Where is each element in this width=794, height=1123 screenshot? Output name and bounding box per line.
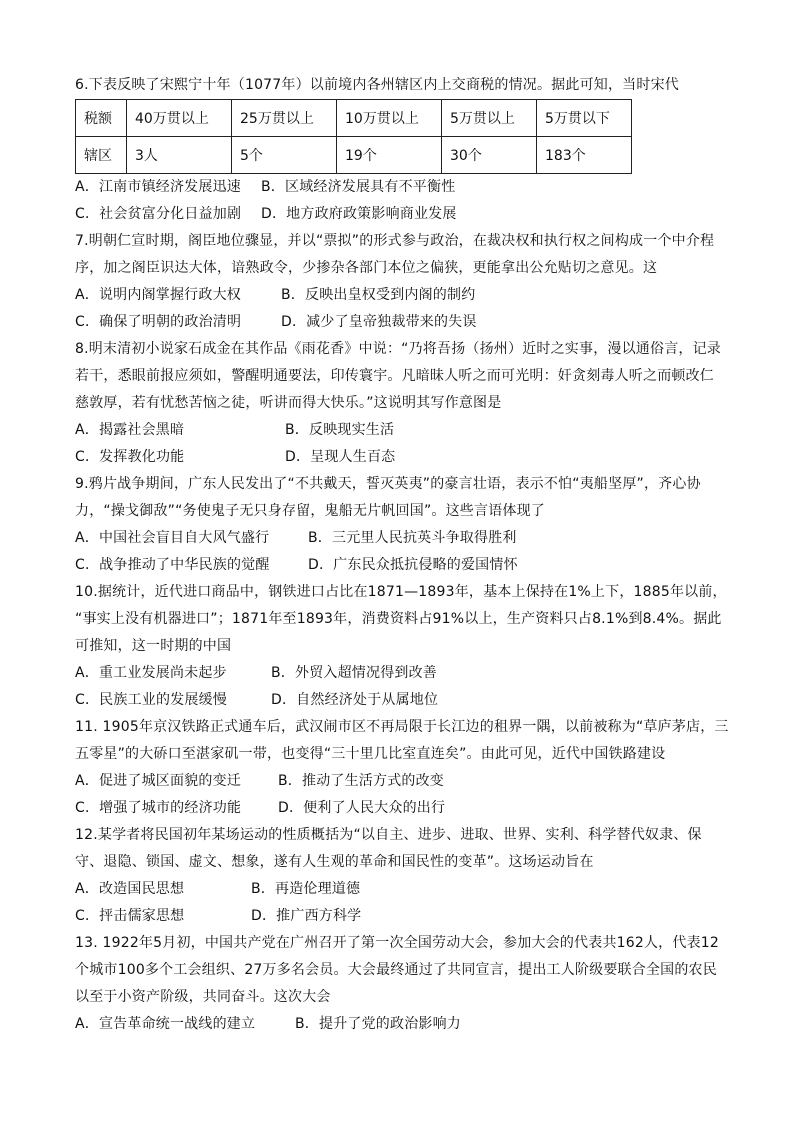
q6-options-row-1 [75,174,725,201]
option-a: A．中国社会盲目自大风气盛行 [75,530,270,546]
option-a: A．重工业发展尚未起步 [75,665,227,681]
q9-stem-line: 力，“操戈御敌”“务使鬼子无只身存留，鬼船无片帆回国”。这些言语体现了 [75,503,546,519]
option-a: A．揭露社会黑暗 [75,422,185,438]
q7-options-row-2 [75,309,725,336]
option-d: D．推广西方科学 [251,908,362,924]
option-a: A．说明内阁掌握行政大权 [75,287,241,303]
option-a: A．江南市镇经济发展迅速 [75,179,241,195]
q12-stem-line: 守、退隐、锁国、虚文、想象，遂有人生观的革命和国民性的变革”。这场运动旨在 [75,854,594,870]
tax-table [75,99,632,174]
q8-stem-line: 若干，悉眼前报应须如，警醒明通要法，印传寰宇。凡暗昧人听之而可光明：奸贪刻毒人听之而顿改仁 [75,368,714,384]
q11-stem-line: 11. 1905年京汉铁路正式通车后，武汉闹市区不再局限于长江边的租界一隅，以前被称为“草庐茅店，三 [75,719,729,735]
table-cell: 3人 [127,137,232,174]
table-row [76,100,632,137]
q13-stem-line: 个城市100多个工会组织、27万多名会员。大会最终通过了共同宣言，提出工人阶级要联合全国的农民 [75,962,717,978]
q12-options-row-1 [75,876,725,903]
q12-options-row-2 [75,903,725,930]
exam-page [75,72,729,1038]
option-b: B．反映现实生活 [285,422,395,438]
table-cell: 30个 [442,137,537,174]
q7-stem-line: 序，加之阁臣识达大体，谙熟政令，少掺杂各部门本位之偏狭，更能拿出公允贴切之意见。这 [75,260,658,276]
table-cell: 5万贯以下 [537,100,632,137]
table-cell: 25万贯以上 [232,100,337,137]
option-b: B．再造伦理道德 [251,881,361,897]
option-c: C．战争推动了中华民族的觉醒 [75,557,270,573]
option-d: D．广东民众抵抗侵略的爱国情怀 [308,557,518,573]
q11-options-row-2 [75,795,725,822]
option-c: C．发挥教化功能 [75,449,185,465]
q9-stem-line: 9.鸦片战争期间，广东人民发出了“不共戴天，誓灭英夷”的豪言壮语，表示不怕“夷船坚厚”，齐心协 [75,476,701,492]
q10-options-row-2 [75,687,725,714]
option-d: D．便利了人民大众的出行 [278,800,446,816]
q8-options-row-2 [75,444,725,471]
option-b: B．区域经济发展具有不平衡性 [261,179,456,195]
table-row [76,137,632,174]
option-b: B．推动了生活方式的改变 [278,773,445,789]
option-c: C．抨击儒家思想 [75,908,185,924]
q7-options-row-1 [75,282,725,309]
q8-stem-line: 慈敦厚，若有忧愁苦恼之徒，听讲而得大快乐。”这说明其写作意图是 [75,395,502,411]
option-c: C．民族工业的发展缓慢 [75,692,227,708]
q6-stem: 6.下表反映了宋熙宁十年（1077年）以前境内各州辖区内上交商税的情况。据此可知，当时宋代 [75,77,679,93]
q10-stem-line: 10.据统计，近代进口商品中，钢铁进口占比在1871—1893年，基本上保持在1%上下，1885年以前， [75,584,727,600]
q13-stem-line: 13. 1922年5月初，中国共产党在广州召开了第一次全国劳动大会，参加大会的代表共162人，代表12 [75,935,719,951]
table-cell: 税额 [76,100,127,137]
table-cell: 5万贯以上 [442,100,537,137]
q12-stem-line: 12.某学者将民国初年某场运动的性质概括为“以自主、进步、进取、世界、实利、科学替代奴隶、保 [75,827,702,843]
q10-stem-line: 可推知，这一时期的中国 [75,638,232,654]
option-b: B．反映出皇权受到内阁的制约 [281,287,476,303]
table-cell: 40万贯以上 [127,100,232,137]
option-d: D．自然经济处于从属地位 [271,692,439,708]
option-d: D．地方政府政策影响商业发展 [261,206,457,222]
q9-options-row-1 [75,525,725,552]
q8-options-row-1 [75,417,725,444]
q10-options-row-1 [75,660,725,687]
option-c: C．社会贫富分化日益加剧 [75,206,242,222]
option-c: C．增强了城市的经济功能 [75,800,242,816]
table-cell: 辖区 [76,137,127,174]
q7-stem-line: 7.明朝仁宣时期，阁臣地位骤显，并以“票拟”的形式参与政治，在裁决权和执行权之间构成一个中介程 [75,233,715,249]
option-a: A．改造国民思想 [75,881,185,897]
option-b: B．三元里人民抗英斗争取得胜利 [308,530,517,546]
option-d: D．呈现人生百态 [285,449,396,465]
option-a: A．促进了城区面貌的变迁 [75,773,241,789]
option-b: B．外贸入超情况得到改善 [271,665,438,681]
q11-stem-line: 五零星”的大硚口至湛家矶一带，也变得“三十里几比室直连矣”。由此可见，近代中国铁路建设 [75,746,666,762]
table-cell: 5个 [232,137,337,174]
option-c: C．确保了明朝的政治清明 [75,314,242,330]
q6-options-row-2 [75,201,725,228]
q9-options-row-2 [75,552,725,579]
option-d: D．减少了皇帝独裁带来的失误 [281,314,477,330]
q10-stem-line: “事实上没有机器进口”；1871年至1893年，消费资料占91%以上，生产资料只占8.1%到8.4%。据此 [75,611,722,627]
q13-stem-line: 以至于小资产阶级，共同奋斗。这次大会 [75,989,331,1005]
table-cell: 10万贯以上 [337,100,442,137]
option-a: A．宣告革命统一战线的建立 [75,1016,256,1032]
q8-stem-line: 8.明末清初小说家石成金在其作品《雨花香》中说：“乃将吾扬（扬州）近时之实事，漫以通俗言，记录 [75,341,722,357]
q13-options-row-1 [75,1011,725,1038]
q11-options-row-1 [75,768,725,795]
table-cell: 19个 [337,137,442,174]
option-b: B．提升了党的政治影响力 [295,1016,462,1032]
table-cell: 183个 [537,137,632,174]
